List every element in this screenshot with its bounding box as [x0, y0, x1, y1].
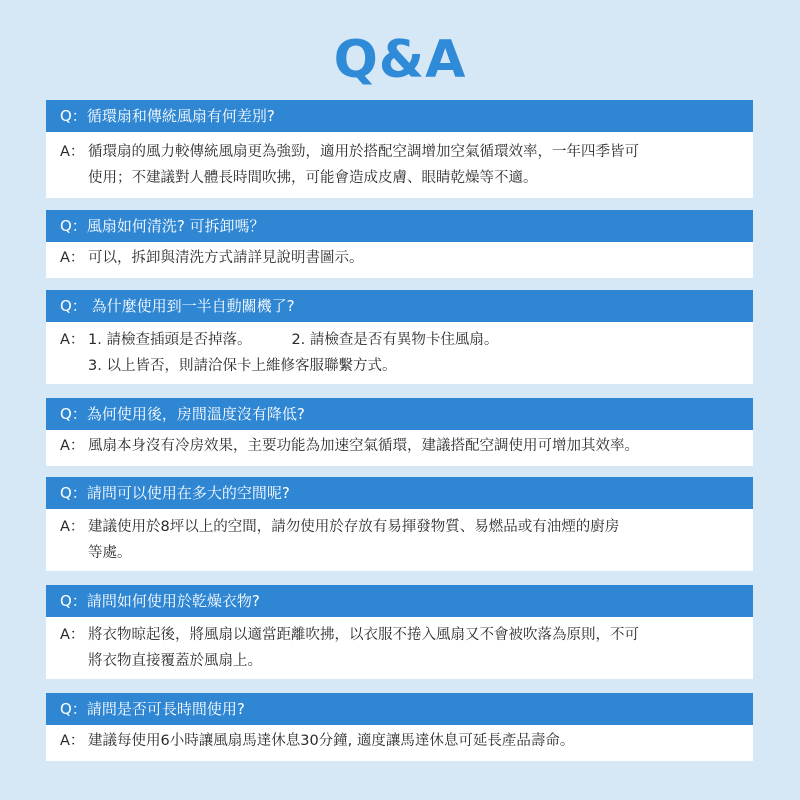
answer-prefix: A：	[60, 332, 85, 348]
question-bar	[46, 477, 753, 509]
page-title: Q&A	[333, 30, 467, 90]
answer-box	[46, 322, 753, 384]
answer-line: 使用；不建議對人體長時間吹拂，可能會造成皮膚、眼睛乾燥等不適。	[88, 170, 538, 186]
question-prefix: Q：	[60, 484, 87, 502]
question-prefix: Q：	[60, 592, 87, 610]
question-bar	[46, 210, 753, 242]
answer-prefix: A：	[60, 250, 85, 266]
question-bar	[46, 585, 753, 617]
answer-prefix: A：	[60, 627, 85, 643]
answer-line: 將衣物晾起後，將風扇以適當距離吹拂，以衣服不捲入風扇又不會被吹落為原則，不可	[88, 627, 639, 643]
question-text: 請問可以使用在多大的空間呢?	[86, 484, 290, 502]
question-text: 為什麼使用到一半自動關機了?	[86, 297, 295, 315]
answer-box	[46, 725, 753, 761]
qa-item	[46, 585, 753, 679]
answer-box	[46, 509, 753, 571]
answer-box	[46, 617, 753, 679]
answer-line: 循環扇的風力較傳統風扇更為強勁，適用於搭配空調增加空氣循環效率，一年四季皆可	[88, 144, 639, 160]
answer-part: 3. 以上皆否，則請洽保卡上維修客服聯繫方式。	[88, 358, 397, 374]
question-prefix: Q：	[60, 297, 87, 315]
answer-prefix: A：	[60, 438, 85, 454]
qa-item	[46, 290, 753, 384]
answer-prefix: A：	[60, 519, 85, 535]
question-bar	[46, 290, 753, 322]
question-text: 為何使用後，房間溫度沒有降低?	[86, 405, 305, 423]
answer-line: 可以，拆卸與清洗方式請詳見說明書圖示。	[88, 250, 364, 266]
answer-prefix: A：	[60, 733, 85, 749]
answer-box	[46, 132, 753, 198]
qa-item	[46, 477, 753, 571]
qa-item	[46, 100, 753, 198]
question-prefix: Q：	[60, 107, 87, 125]
question-bar	[46, 693, 753, 725]
answer-line: 建議使用於8坪以上的空間，請勿使用於存放有易揮發物質、易燃品或有油煙的廚房	[88, 519, 620, 535]
question-text: 請問是否可長時間使用?	[86, 700, 245, 718]
answer-box	[46, 242, 753, 278]
qa-item	[46, 693, 753, 761]
answer-line: 建議每使用6小時讓風扇馬達休息30分鐘, 適度讓馬達休息可延長產品壽命。	[88, 733, 575, 749]
qa-item	[46, 398, 753, 466]
question-text: 請問如何使用於乾燥衣物?	[86, 592, 260, 610]
answer-part: 2. 請檢查是否有異物卡住風扇。	[291, 332, 499, 348]
answer-box	[46, 430, 753, 466]
question-text: 循環扇和傳統風扇有何差別?	[86, 107, 275, 125]
question-prefix: Q：	[60, 700, 87, 718]
question-prefix: Q：	[60, 217, 87, 235]
answer-line: 風扇本身沒有冷房效果，主要功能為加速空氣循環，建議搭配空調使用可增加其效率。	[88, 438, 639, 454]
question-bar	[46, 100, 753, 132]
answer-line: 等處。	[88, 545, 132, 561]
question-bar	[46, 398, 753, 430]
question-text: 風扇如何清洗? 可拆卸嗎？	[86, 217, 265, 235]
answer-prefix: A：	[60, 144, 85, 160]
answer-part: 1. 請檢查插頭是否掉落。	[88, 332, 252, 348]
qa-item	[46, 210, 753, 278]
question-prefix: Q：	[60, 405, 87, 423]
answer-line: 將衣物直接覆蓋於風扇上。	[88, 653, 262, 669]
